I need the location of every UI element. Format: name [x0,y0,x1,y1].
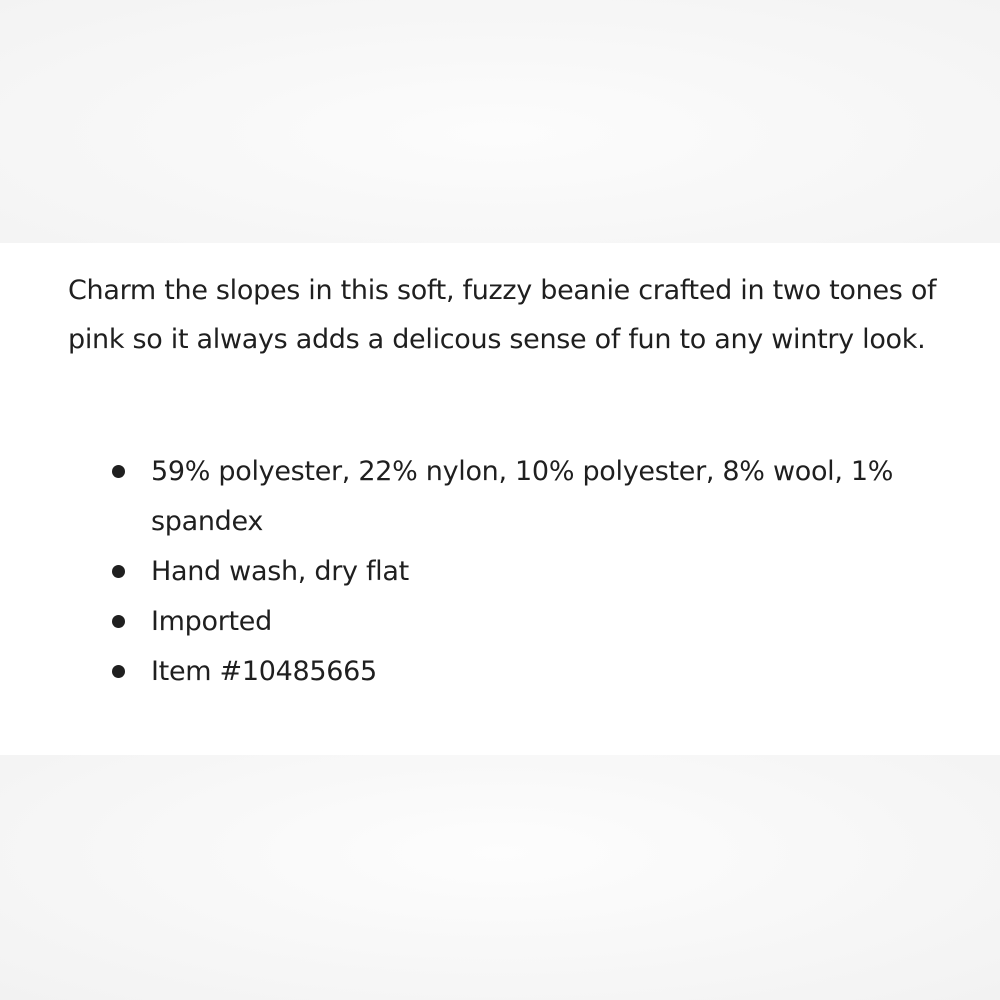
product-description: Charm the slopes in this soft, fuzzy beanie crafted in two tones of pink so it always adds a delicous sense of fun to any wintry look. [68,275,937,355]
bullet-icon [112,665,125,678]
bullet-icon [112,465,125,478]
list-item [0,547,1000,597]
background-top [0,0,1000,243]
background-bottom [0,755,1000,1000]
detail-text: Hand wash, dry flat [151,556,409,587]
bullet-icon [112,615,125,628]
list-item [0,597,1000,647]
detail-text: Item #10485665 [151,656,377,687]
detail-text: 59% polyester, 22% nylon, 10% polyester, 8% wool, 1% spandex [151,456,894,537]
list-item [0,647,1000,697]
bullet-icon [112,565,125,578]
product-details-list [0,447,1000,697]
detail-text: Imported [151,606,272,637]
list-item [0,447,1000,547]
